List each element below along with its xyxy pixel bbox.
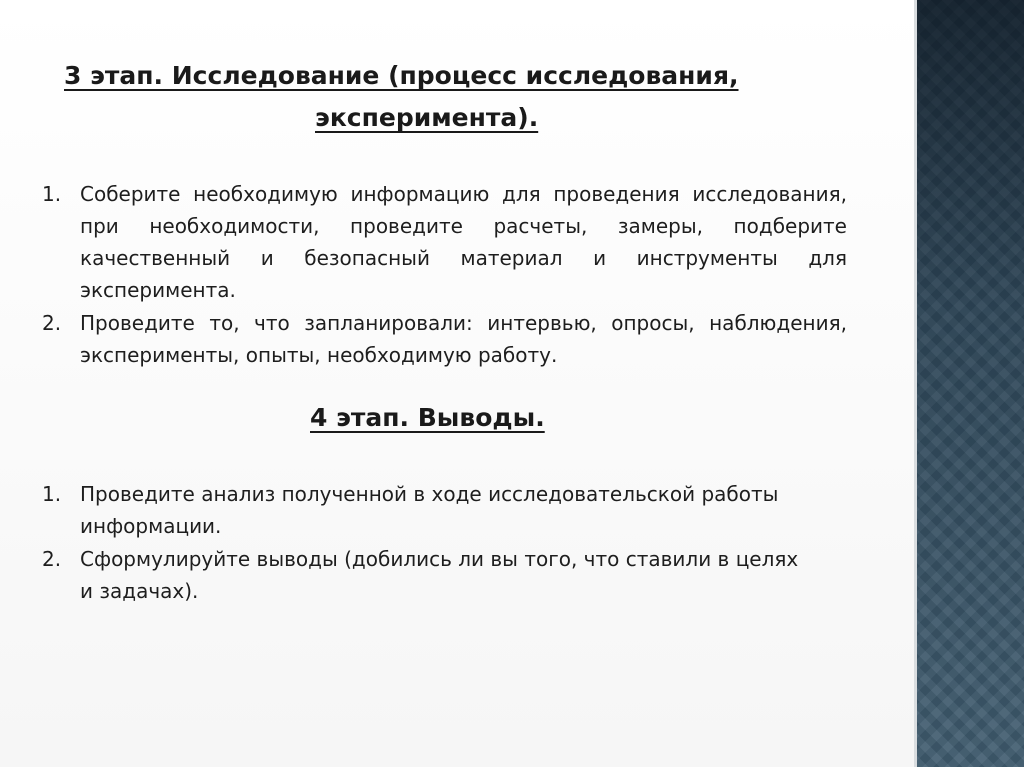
list-item [42,307,847,371]
list-item [42,178,847,306]
list-item-number: 2. [42,547,62,571]
list-item-text: Соберите необходимую информацию для проведения исследования, при необходимости, проведите расчеты, замеры, подберите качественный и безопасный материал и инструменты для эксперимента. [80,182,847,302]
list-item-text: Проведите анализ полученной в ходе исследовательской работы информации. [80,482,779,538]
stage3-list [42,178,847,372]
list-item [42,478,817,542]
list-item [42,543,817,607]
decorative-side-panel [917,0,1024,767]
list-item-number: 1. [42,182,62,206]
list-item-number: 2. [42,311,62,335]
list-item-number: 1. [42,482,62,506]
list-item-text: Проведите то, что запланировали: интервью, опросы, наблюдения, эксперименты, опыты, необходимую работу. [80,311,847,367]
stage3-title-line2: эксперимента). [315,103,539,132]
list-item-text: Сформулируйте выводы (добились ли вы того, что ставили в целях и задачах). [80,547,799,603]
stage3-title-line1: 3 этап. Исследование (процесс исследования, [64,61,739,90]
stage4-title: 4 этап. Выводы. [310,403,545,432]
stage4-list [42,478,817,608]
